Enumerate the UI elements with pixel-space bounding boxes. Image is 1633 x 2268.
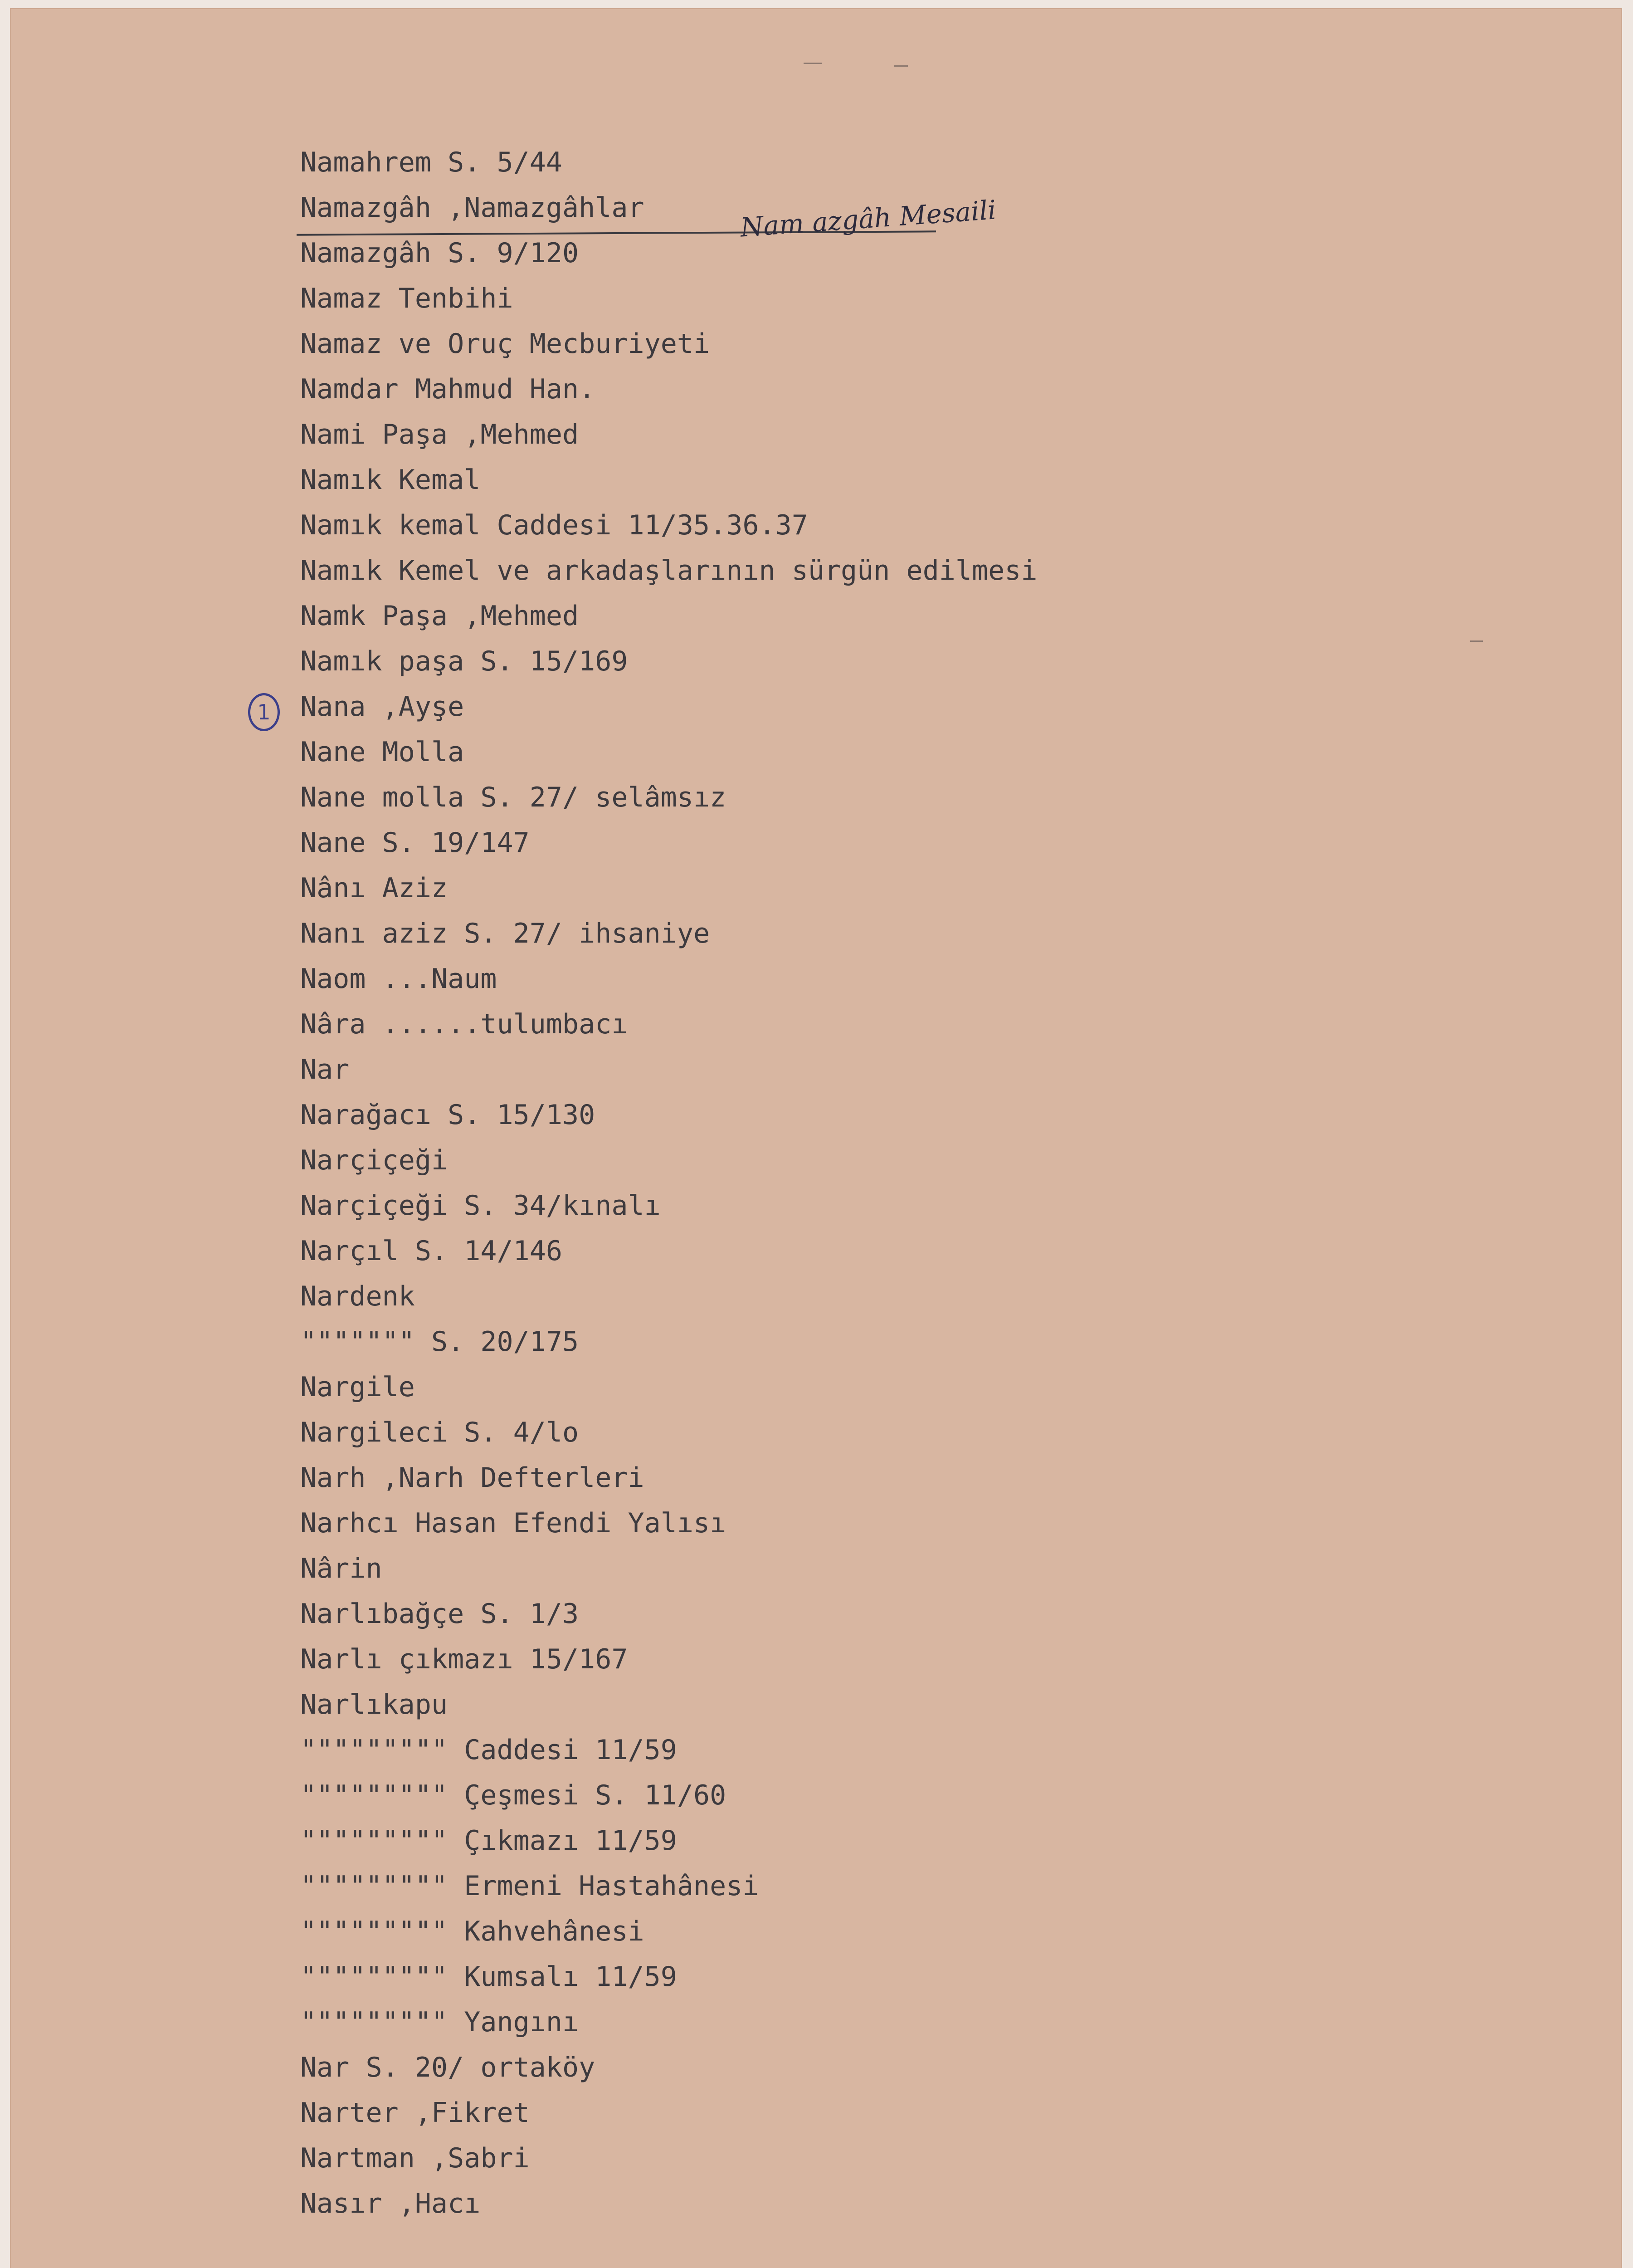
index-entry: Namahrem S. 5/44 bbox=[300, 147, 562, 178]
index-entry: Namk Paşa ,Mehmed bbox=[300, 600, 579, 632]
index-entry: """"""""" Yangını bbox=[300, 2006, 579, 2038]
index-entry: Narçiçeği bbox=[300, 1144, 448, 1176]
index-entry: Nanı aziz S. 27/ ihsaniye bbox=[300, 918, 710, 949]
index-entry: Nânı Aziz bbox=[300, 872, 448, 904]
circled-number-mark: 1 bbox=[248, 693, 280, 731]
index-entry: Narçıl S. 14/146 bbox=[300, 1235, 562, 1267]
index-entry: Narter ,Fikret bbox=[300, 2097, 530, 2129]
index-entry: Namazgâh ,Namazgâhlar bbox=[300, 192, 644, 224]
index-entry: Nargile bbox=[300, 1371, 415, 1403]
index-entry: Narlı çıkmazı 15/167 bbox=[300, 1643, 628, 1675]
index-entry: Narağacı S. 15/130 bbox=[300, 1099, 595, 1131]
index-entry: Naom ...Naum bbox=[300, 963, 497, 995]
index-entry: """"""""" Çıkmazı 11/59 bbox=[300, 1825, 677, 1857]
index-entry: Namık Kemal bbox=[300, 464, 481, 496]
index-entry: Nane Molla bbox=[300, 736, 464, 768]
index-entry: Narlıbağçe S. 1/3 bbox=[300, 1598, 579, 1630]
index-entry: Namık paşa S. 15/169 bbox=[300, 645, 628, 677]
index-entry: Narhcı Hasan Efendi Yalısı bbox=[300, 1507, 726, 1539]
index-entry: """"""""" Caddesi 11/59 bbox=[300, 1734, 677, 1766]
index-entry: Nasır ,Hacı bbox=[300, 2188, 481, 2219]
pencil-mark bbox=[894, 65, 908, 67]
index-entry: Narlıkapu bbox=[300, 1689, 448, 1721]
index-entry: """"""""" Kahvehânesi bbox=[300, 1916, 644, 1947]
index-entry: Nârin bbox=[300, 1553, 382, 1584]
paper-sheet bbox=[10, 8, 1622, 2268]
pencil-mark bbox=[804, 63, 822, 64]
index-entry: Namdar Mahmud Han. bbox=[300, 373, 595, 405]
index-entry: Nar bbox=[300, 1054, 350, 1085]
pencil-mark bbox=[1470, 640, 1483, 642]
index-entry: Nargileci S. 4/lo bbox=[300, 1417, 579, 1448]
index-entry: Nane S. 19/147 bbox=[300, 827, 530, 859]
handwritten-note: Nam azgâh Mesaili bbox=[739, 194, 997, 243]
index-entry: Namaz ve Oruç Mecburiyeti bbox=[300, 328, 710, 360]
index-entry: Nar S. 20/ ortaköy bbox=[300, 2052, 595, 2083]
index-entry: Namazgâh S. 9/120 bbox=[300, 237, 579, 269]
index-entry: Nâra ......tulumbacı bbox=[300, 1008, 628, 1040]
index-entry: Nana ,Ayşe bbox=[300, 691, 464, 723]
index-entry: """"""" S. 20/175 bbox=[300, 1326, 579, 1358]
index-entry: Namık Kemel ve arkadaşlarının sürgün edilmesi bbox=[300, 555, 1038, 587]
index-entry-list bbox=[300, 140, 1162, 2226]
index-entry: """"""""" Ermeni Hastahânesi bbox=[300, 1870, 759, 1902]
index-entry: Namaz Tenbihi bbox=[300, 283, 513, 314]
index-entry: Nami Paşa ,Mehmed bbox=[300, 419, 579, 450]
index-entry: Nane molla S. 27/ selâmsız bbox=[300, 782, 726, 813]
index-entry: Namık kemal Caddesi 11/35.36.37 bbox=[300, 509, 808, 541]
index-entry: Narçiçeği S. 34/kınalı bbox=[300, 1190, 661, 1222]
index-entry: """"""""" Kumsalı 11/59 bbox=[300, 1961, 677, 1993]
index-entry: Narh ,Narh Defterleri bbox=[300, 1462, 644, 1494]
index-entry: """"""""" Çeşmesi S. 11/60 bbox=[300, 1779, 726, 1811]
index-entry: Nardenk bbox=[300, 1281, 415, 1312]
index-entry: Nartman ,Sabri bbox=[300, 2142, 530, 2174]
